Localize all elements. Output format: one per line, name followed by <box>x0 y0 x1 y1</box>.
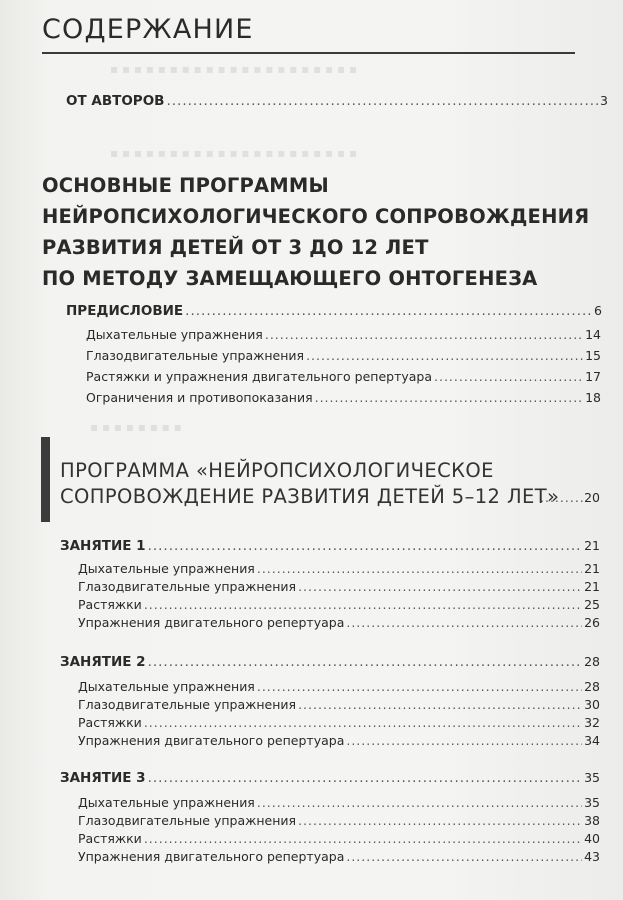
toc-subentry[interactable] <box>78 813 600 828</box>
toc-page-number: 28 <box>584 679 600 694</box>
toc-entry-label: ЗАНЯТИЕ 2 <box>60 654 146 670</box>
toc-subentry[interactable] <box>86 390 601 405</box>
leader-dots <box>346 615 582 630</box>
toc-subentry-label: Дыхательные упражнения <box>78 679 255 694</box>
toc-page-number: 20 <box>584 490 600 505</box>
toc-page-number: 21 <box>584 561 600 576</box>
toc-subentry-label: Дыхательные упражнения <box>86 327 263 342</box>
leader-dots <box>185 303 592 319</box>
leader-dots <box>540 490 584 505</box>
toc-page-number: 38 <box>584 813 600 828</box>
toc-page-number: 21 <box>584 538 600 553</box>
leader-dots <box>298 579 582 594</box>
toc-entry-label: ЗАНЯТИЕ 3 <box>60 770 146 786</box>
leader-dots <box>346 733 582 748</box>
toc-subentry-label: Глазодвигательные упражнения <box>86 348 305 363</box>
toc-subentry-label: Упражнения двигательного репертуара <box>78 849 345 864</box>
toc-page-number: 25 <box>584 597 600 612</box>
toc-subentry[interactable] <box>86 327 601 342</box>
toc-subentry-label: Дыхательные упражнения <box>78 561 255 576</box>
toc-subentry-label: Растяжки <box>78 597 142 612</box>
section-heading-line: ПО МЕТОДУ ЗАМЕЩАЮЩЕГО ОНТОГЕНЕЗА <box>42 267 538 290</box>
toc-subentry[interactable] <box>78 733 600 748</box>
toc-page-number: 43 <box>584 849 600 864</box>
leader-dots <box>257 679 582 694</box>
bleed-through-text: ▪ ▪ ▪ ▪ ▪ ▪ ▪ ▪ ▪ ▪ ▪ ▪ ▪ ▪ ▪ ▪ ▪ ▪ ▪ ▪ ▪ <box>110 146 358 160</box>
toc-page-number: 21 <box>584 579 600 594</box>
leader-dots <box>148 770 583 786</box>
toc-subentry[interactable] <box>78 831 600 846</box>
bleed-through-text: ▪ ▪ ▪ ▪ ▪ ▪ ▪ ▪ <box>90 420 182 434</box>
toc-page-number: 32 <box>584 715 600 730</box>
toc-page-number: 3 <box>600 93 608 108</box>
section-marker-bar <box>41 437 50 522</box>
toc-subentry-label: Упражнения двигательного репертуара <box>78 615 345 630</box>
leader-dots <box>346 849 582 864</box>
toc-subentry[interactable] <box>86 369 601 384</box>
leader-dots <box>144 715 582 730</box>
program-title-line: ПРОГРАММА «НЕЙРОПСИХОЛОГИЧЕСКОЕ <box>60 459 494 482</box>
toc-subentry-label: Дыхательные упражнения <box>78 795 255 810</box>
bleed-through-text: ▪ ▪ ▪ ▪ ▪ ▪ ▪ ▪ ▪ ▪ ▪ ▪ ▪ ▪ ▪ ▪ ▪ ▪ ▪ ▪ ▪ <box>110 62 358 76</box>
toc-entry-label: ОТ АВТОРОВ <box>66 93 165 109</box>
toc-subentry-label: Глазодвигательные упражнения <box>78 813 297 828</box>
toc-page-number: 26 <box>584 615 600 630</box>
program-title-line: СОПРОВОЖДЕНИЕ РАЗВИТИЯ ДЕТЕЙ 5–12 ЛЕТ» <box>60 485 560 508</box>
leader-dots <box>298 697 582 712</box>
toc-subentry-label: Ограничения и противопоказания <box>86 390 313 405</box>
toc-entry-lesson-1[interactable] <box>60 538 600 554</box>
toc-subentry-label: Растяжки <box>78 715 142 730</box>
leader-dots <box>265 327 583 342</box>
section-heading <box>42 170 590 294</box>
toc-page-number: 6 <box>594 303 602 318</box>
toc-subentry-label: Упражнения двигательного репертуара <box>78 733 345 748</box>
leader-dots <box>298 813 582 828</box>
toc-page-number: 15 <box>585 348 601 363</box>
toc-subentry[interactable] <box>78 849 600 864</box>
toc-page-number: 18 <box>585 390 601 405</box>
leader-dots <box>144 831 582 846</box>
toc-subentry[interactable] <box>78 597 600 612</box>
title-underline <box>42 52 575 54</box>
page-title: СОДЕРЖАНИЕ <box>42 14 254 45</box>
toc-page-number: 14 <box>585 327 601 342</box>
toc-entry-label: ЗАНЯТИЕ 1 <box>60 538 146 554</box>
leader-dots <box>144 597 582 612</box>
toc-page-number: 35 <box>584 795 600 810</box>
toc-subentry[interactable] <box>78 715 600 730</box>
toc-subentry[interactable] <box>78 579 600 594</box>
toc-subentry-label: Глазодвигательные упражнения <box>78 697 297 712</box>
program-page-entry[interactable] <box>540 490 600 505</box>
leader-dots <box>315 390 584 405</box>
toc-page-number: 17 <box>585 369 601 384</box>
leader-dots <box>257 795 582 810</box>
leader-dots <box>306 348 583 363</box>
leader-dots <box>148 654 583 670</box>
toc-subentry[interactable] <box>78 679 600 694</box>
toc-entry-lesson-3[interactable] <box>60 770 600 786</box>
leader-dots <box>257 561 582 576</box>
toc-entry-label: ПРЕДИСЛОВИЕ <box>66 303 184 319</box>
leader-dots <box>148 538 583 554</box>
toc-entry-preface[interactable] <box>66 303 602 319</box>
toc-page-number: 28 <box>584 654 600 669</box>
toc-subentry[interactable] <box>78 561 600 576</box>
toc-subentry-label: Глазодвигательные упражнения <box>78 579 297 594</box>
program-title[interactable] <box>60 458 559 510</box>
toc-page-number: 34 <box>584 733 600 748</box>
leader-dots <box>434 369 583 384</box>
toc-subentry[interactable] <box>86 348 601 363</box>
section-heading-line: РАЗВИТИЯ ДЕТЕЙ ОТ 3 ДО 12 ЛЕТ <box>42 236 429 259</box>
toc-subentry-label: Растяжки <box>78 831 142 846</box>
toc-entry-lesson-2[interactable] <box>60 654 600 670</box>
toc-page-number: 35 <box>584 770 600 785</box>
toc-page-number: 30 <box>584 697 600 712</box>
toc-subentry[interactable] <box>78 697 600 712</box>
section-heading-line: НЕЙРОПСИХОЛОГИЧЕСКОГО СОПРОВОЖДЕНИЯ <box>42 205 590 228</box>
leader-dots <box>166 93 598 109</box>
section-heading-line: ОСНОВНЫЕ ПРОГРАММЫ <box>42 174 329 197</box>
toc-subentry-label: Растяжки и упражнения двигательного репертуара <box>86 369 433 384</box>
toc-subentry[interactable] <box>78 615 600 630</box>
toc-entry-from-authors[interactable] <box>66 93 608 109</box>
toc-page-number: 40 <box>584 831 600 846</box>
toc-subentry[interactable] <box>78 795 600 810</box>
